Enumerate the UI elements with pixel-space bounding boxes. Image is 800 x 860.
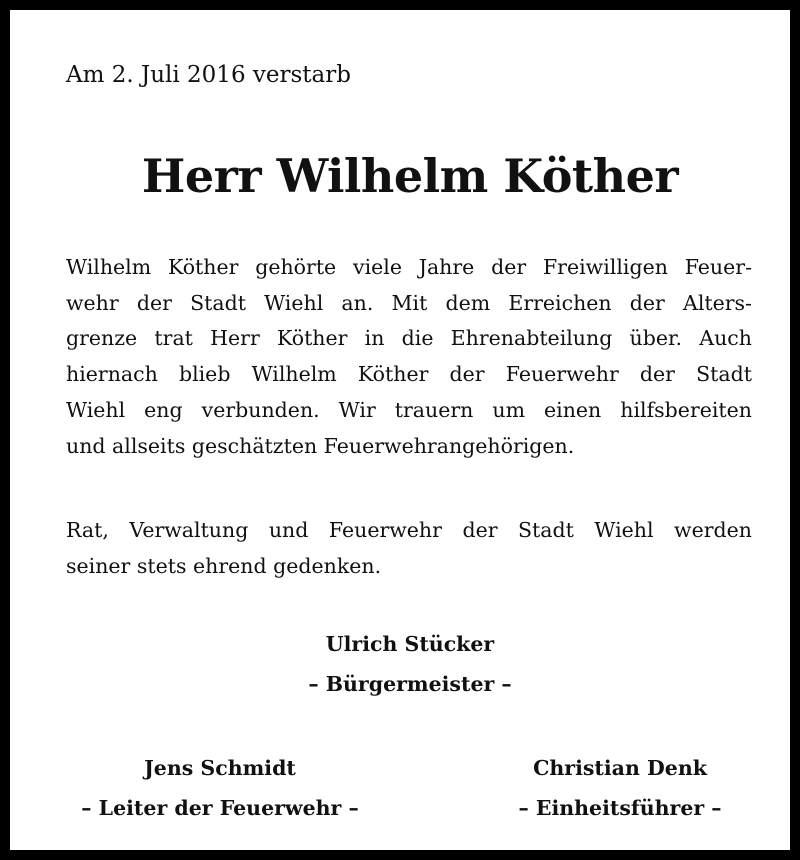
tribute-line: hiernach blieb Wilhelm Köther der Feuerwehr der Stadt [66, 362, 752, 387]
signature-mayor [10, 630, 800, 698]
signatory-name: Ulrich Stücker [325, 632, 495, 656]
tribute-line: grenze trat Herr Köther in die Ehrenabteilung über. Auch [66, 326, 752, 351]
tribute-line: Wilhelm Köther gehörte viele Jahre der Freiwilligen Feuer- [66, 255, 752, 279]
tribute-line: Wiehl eng verbunden. Wir trauern um einen hilfsbereiten [66, 397, 752, 422]
tribute-paragraph [66, 250, 752, 464]
remembrance-line: seiner stets ehrend gedenken. [66, 553, 382, 578]
signatory-name: Christian Denk [533, 756, 707, 780]
intro-line: Am 2. Juli 2016 verstarb [66, 62, 351, 88]
tribute-line: wehr der Stadt Wiehl an. Mit dem Erreichen der Alters- [66, 290, 752, 315]
signatory-role: – Bürgermeister – [308, 672, 512, 696]
remembrance-line: Rat, Verwaltung und Feuerwehr der Stadt Wiehl werden [66, 518, 752, 542]
tribute-line: und allseits geschätzten Feuerwehrangehörigen. [66, 433, 575, 458]
signatory-role: – Leiter der Feuerwehr – [81, 796, 359, 820]
signature-fire-chief [40, 754, 400, 822]
deceased-name-heading: Herr Wilhelm Köther [141, 149, 679, 203]
remembrance-paragraph [66, 513, 752, 584]
signatory-role: – Einheitsführer – [518, 796, 722, 820]
signature-unit-leader [440, 754, 800, 822]
signatory-name: Jens Schmidt [144, 756, 296, 780]
